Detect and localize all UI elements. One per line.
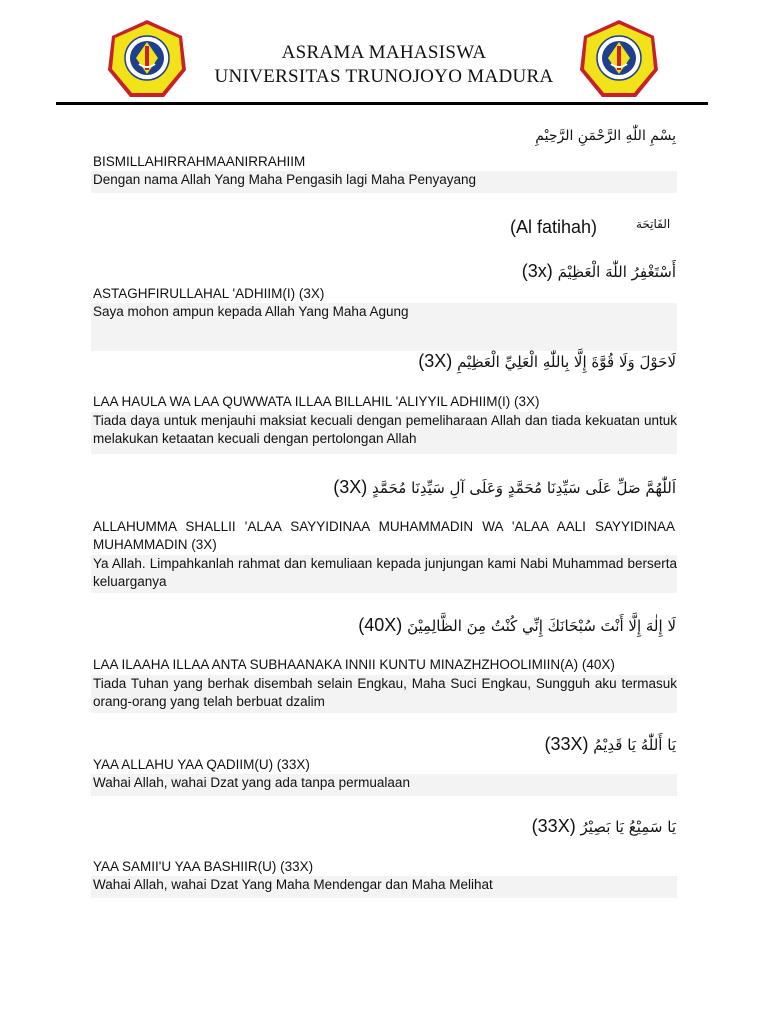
ya-qadim-arabic-line [544, 734, 676, 755]
fatihah-arabic: الفَاتِحَة [636, 217, 671, 231]
hauqalah-latin: LAA HAULA WA LAA QUWWATA ILLAA BILLAHIL 'ALIYYIL ADHIIM(I) (3X) [93, 394, 540, 409]
ya-sami-meaning: Wahai Allah, wahai Dzat Yang Maha Mendengar dan Maha Melihat [91, 876, 677, 898]
basmalah-latin: BISMILLAHIRRAHMAANIRRAHIIM [93, 154, 306, 169]
hauqalah-arabic: لَاحَوْلَ وَلَا قُوَّةَ إِلَّا بِاللّٰهِ الْعَلِيِّ الْعَظِيْمِ [457, 353, 676, 371]
istighfar-latin: ASTAGHFIRULLAHAL 'ADHIIM(I) (3X) [93, 286, 325, 301]
shalawat-arabic-line [333, 477, 676, 498]
ya-qadim-meaning: Wahai Allah, wahai Dzat yang ada tanpa permualaan [91, 774, 677, 796]
fatihah-latin: (Al fatihah) [510, 217, 598, 237]
istighfar-meaning: Saya mohon ampun kepada Allah Yang Maha Agung [91, 303, 677, 351]
ya-sami-arabic-line [532, 816, 676, 837]
header-divider [56, 102, 708, 105]
header-title-line1: ASRAMA MAHASISWA [281, 42, 487, 63]
hauqalah-arabic-line [418, 351, 676, 372]
university-logo-icon [106, 18, 188, 100]
hauqalah-meaning: Tiada daya untuk menjauhi maksiat kecuali dengan pemeliharaan Allah dan tiada kekuatan untuk melakukan ketaatan kecuali dengan pertolongan Allah [91, 412, 677, 454]
tahlil-count: (40X) [358, 615, 403, 635]
header-title-line2: UNIVERSITAS TRUNOJOYO MADURA [214, 66, 554, 87]
tahlil-arabic-line [358, 615, 676, 636]
ya-sami-arabic: يَا سَمِيْعُ يَا بَصِيْرُ [580, 818, 676, 836]
shalawat-count: (3X) [333, 477, 368, 497]
hauqalah-count: (3X) [418, 351, 453, 371]
istighfar-arabic-line [522, 261, 676, 282]
basmalah-meaning: Dengan nama Allah Yang Maha Pengasih lagi Maha Penyayang [91, 171, 677, 193]
asrama-logo-icon [578, 18, 660, 100]
istighfar-count: (3x) [521, 261, 553, 281]
shalawat-meaning: Ya Allah. Limpahkanlah rahmat dan kemuliaan kepada junjungan kami Nabi Muhammad berserta keluarganya [91, 555, 677, 593]
shalawat-latin: ALLAHUMMA SHALLII 'ALAA SAYYIDINAA MUHAMMADIN WA 'ALAA AALI SAYYIDINAA MUHAMMADIN (3X) [93, 519, 675, 552]
tahlil-meaning: Tiada Tuhan yang berhak disembah selain Engkau, Maha Suci Engkau, Sungguh aku termasuk orang-orang yang telah berbuat dzalim [91, 675, 677, 713]
page-header [0, 0, 768, 110]
ya-qadim-latin: YAA ALLAHU YAA QADIIM(U) (33X) [93, 757, 310, 772]
shalawat-arabic: اَللّٰهُمَّ صَلِّ عَلَى سَيِّدِنَا مُحَمَّدٍ وَعَلَى آلِ سَيِّدِنَا مُحَمَّدٍ [372, 479, 676, 497]
ya-qadim-count: (33X) [544, 734, 589, 754]
tahlil-latin: LAA ILAAHA ILLAA ANTA SUBHAANAKA INNII KUNTU MINAZHZHOOLIMIIN(A) (40X) [93, 657, 615, 672]
istighfar-arabic: أَسْتَغْفِرُ اللّٰهَ الْعَظِيْمَ [557, 263, 676, 281]
basmalah-arabic: بِسْمِ اللّٰهِ الرَّحْمَنِ الرَّحِيْمِ [535, 128, 676, 144]
ya-sami-latin: YAA SAMII'U YAA BASHIIR(U) (33X) [93, 859, 314, 874]
ya-qadim-arabic: يَا أَللّٰهُ يَا قَدِيْمُ [593, 736, 676, 754]
ya-sami-count: (33X) [531, 816, 576, 836]
tahlil-arabic: لَا إِلٰهَ إِلَّا أَنْتَ سُبْحَانَكَ إِنِّي كُنْتُ مِنَ الظَّالِمِيْنَ [407, 617, 676, 635]
